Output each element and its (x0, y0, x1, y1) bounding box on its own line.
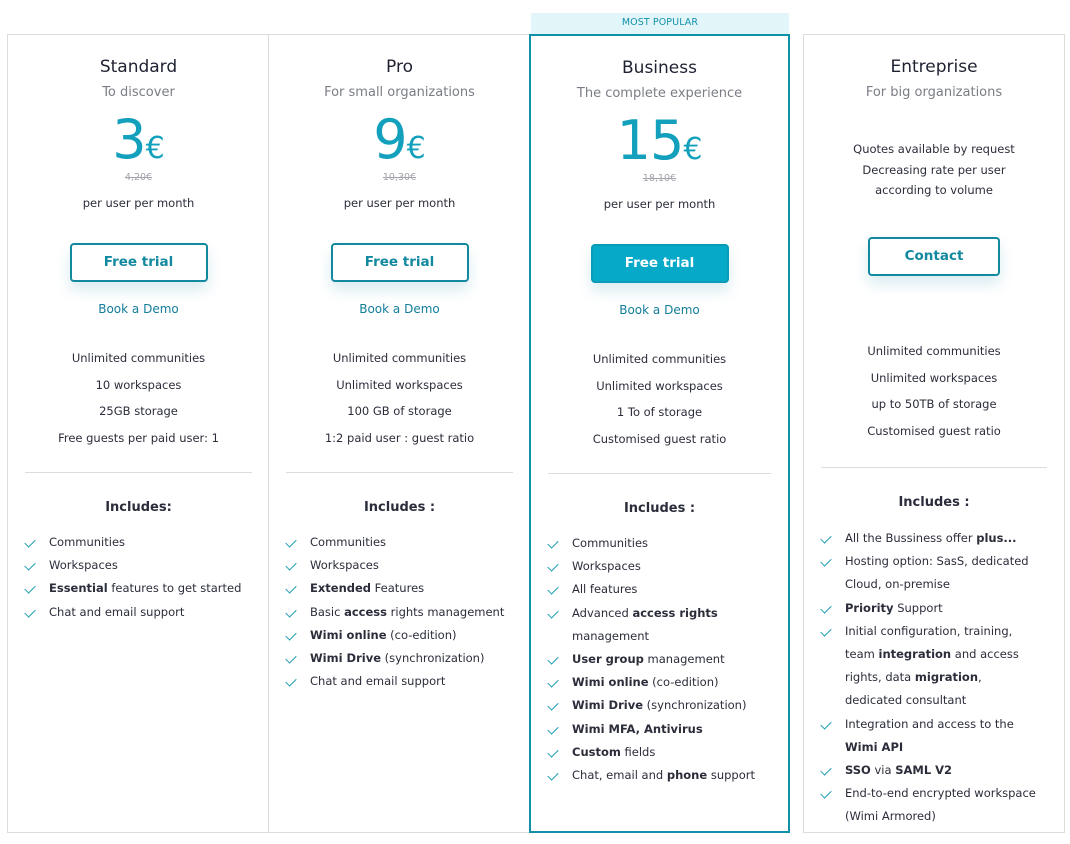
feature-item: Communities (548, 532, 778, 555)
price-currency: € (145, 131, 165, 166)
feature-list (286, 531, 520, 693)
old-price: 4,20€ (124, 172, 153, 183)
includes-title: Includes : (898, 495, 970, 510)
price-period: per user per month (82, 196, 195, 210)
feature-item: Custom fields (548, 741, 778, 764)
feature-item: Hosting option: SasS, dedicated Cloud, on-premise (821, 550, 1038, 596)
includes-title: Includes : (623, 501, 696, 516)
check-icon (820, 625, 831, 636)
check-icon (285, 629, 296, 640)
feature-item: Essential features to get started (25, 577, 259, 600)
check-icon (547, 561, 558, 572)
plan-specs (269, 345, 530, 452)
check-icon (547, 700, 558, 711)
spec-item: Unlimited communities (71, 351, 206, 365)
feature-item: Workspaces (25, 554, 259, 577)
feature-list (821, 527, 1038, 829)
spec-item: Unlimited workspaces (336, 377, 463, 392)
plan-price (531, 109, 788, 172)
divider (286, 472, 513, 473)
plan-card-pro (268, 34, 530, 833)
feature-item: Communities (25, 531, 259, 554)
check-icon (820, 556, 831, 567)
check-icon (285, 583, 296, 594)
most-popular-badge: MOST POPULAR (531, 13, 789, 34)
plan-name: Entreprise (890, 57, 978, 77)
old-price: 18,10€ (642, 173, 677, 184)
feature-item: All features (548, 578, 778, 601)
quote-line: Decreasing rate per user (862, 162, 1006, 177)
includes-title: Includes: (105, 500, 172, 515)
spec-item: Unlimited workspaces (870, 370, 998, 385)
check-icon (820, 602, 831, 613)
free-trial-button[interactable]: Free trial (70, 243, 208, 282)
spec-item: Unlimited communities (867, 344, 1001, 358)
feature-item: Wimi MFA, Antivirus (548, 718, 778, 741)
plan-name: Standard (99, 57, 178, 77)
quote-line: Quotes available by request (853, 142, 1015, 156)
spec-item: Unlimited communities (592, 352, 727, 366)
spec-item: 100 GB of storage (347, 404, 452, 419)
spec-item: Customised guest ratio (592, 432, 727, 447)
quote-info (804, 139, 1064, 201)
feature-list (548, 532, 778, 787)
plan-card-entreprise (803, 34, 1065, 833)
price-amount: 15 (616, 109, 684, 172)
feature-item: Extended Features (286, 577, 520, 600)
feature-item: Wimi Drive (synchronization) (286, 647, 520, 670)
feature-item: Wimi online (co-edition) (286, 624, 520, 647)
check-icon (24, 583, 35, 594)
check-icon (820, 532, 831, 543)
old-price: 10,30€ (382, 172, 417, 183)
includes-title: Includes : (363, 500, 436, 515)
check-icon (285, 536, 296, 547)
feature-item: Workspaces (286, 554, 520, 577)
book-demo-link[interactable]: Book a Demo (98, 302, 179, 316)
spec-item: Unlimited workspaces (596, 378, 723, 393)
plan-tagline: To discover (102, 85, 175, 100)
spec-item: 25GB storage (99, 404, 178, 419)
check-icon (820, 788, 831, 799)
feature-item: Basic access rights management (286, 601, 520, 624)
spec-item: 10 workspaces (95, 377, 182, 392)
spec-item: Free guests per paid user: 1 (58, 431, 219, 446)
quote-line: according to volume (875, 183, 993, 197)
book-demo-link[interactable]: Book a Demo (619, 303, 700, 317)
divider (821, 467, 1047, 468)
check-icon (547, 723, 558, 734)
feature-item: Initial configuration, training, team integration and access rights, data migration, dedicated consultant (821, 620, 1038, 713)
spec-item: up to 50TB of storage (871, 397, 997, 412)
feature-item: Priority Support (821, 597, 1038, 620)
check-icon (285, 560, 296, 571)
plan-price (8, 108, 269, 171)
free-trial-button[interactable]: Free trial (331, 243, 469, 282)
check-icon (547, 677, 558, 688)
feature-item: Chat and email support (25, 601, 259, 624)
check-icon (547, 537, 558, 548)
check-icon (547, 769, 558, 780)
check-icon (24, 536, 35, 547)
feature-item: Wimi Drive (synchronization) (548, 694, 778, 717)
feature-list (25, 531, 259, 624)
feature-item: End-to-end encrypted workspace (Wimi Armored) (821, 782, 1038, 828)
price-period: per user per month (603, 197, 716, 211)
spec-item: Customised guest ratio (867, 424, 1001, 439)
plan-card-business (529, 34, 790, 833)
plan-tagline: The complete experience (576, 86, 743, 101)
price-currency: € (683, 132, 703, 167)
price-amount: 3 (112, 108, 146, 171)
feature-item: Integration and access to the Wimi API (821, 713, 1038, 759)
check-icon (820, 764, 831, 775)
feature-item: User group management (548, 648, 778, 671)
plan-specs (531, 346, 788, 453)
divider (548, 473, 771, 474)
price-currency: € (406, 131, 426, 166)
plan-name: Pro (386, 57, 413, 77)
spec-item: 1:2 paid user : guest ratio (324, 431, 475, 446)
divider (25, 472, 252, 473)
feature-item: Workspaces (548, 555, 778, 578)
plan-price (269, 108, 530, 171)
feature-item: Wimi online (co-edition) (548, 671, 778, 694)
check-icon (285, 676, 296, 687)
plan-card-standard (7, 34, 269, 833)
price-amount: 9 (373, 108, 407, 171)
check-icon (285, 606, 296, 617)
check-icon (285, 652, 296, 663)
free-trial-button[interactable]: Free trial (591, 244, 729, 283)
plan-tagline: For big organizations (865, 85, 1003, 100)
spec-item: 1 To of storage (616, 405, 703, 420)
feature-item: Chat, email and phone support (548, 764, 778, 787)
feature-item: Advanced access rights management (548, 602, 778, 648)
check-icon (820, 718, 831, 729)
price-period: per user per month (343, 196, 456, 210)
book-demo-link[interactable]: Book a Demo (359, 302, 440, 316)
feature-item: Communities (286, 531, 520, 554)
check-icon (547, 607, 558, 618)
spec-item: Unlimited communities (332, 351, 467, 365)
check-icon (547, 653, 558, 664)
feature-item: All the Bussiness offer plus... (821, 527, 1038, 550)
check-icon (547, 584, 558, 595)
check-icon (24, 606, 35, 617)
feature-item: Chat and email support (286, 670, 520, 693)
plan-specs (804, 338, 1064, 445)
feature-item: SSO via SAML V2 (821, 759, 1038, 782)
check-icon (547, 746, 558, 757)
check-icon (24, 560, 35, 571)
plan-tagline: For small organizations (324, 85, 475, 100)
plan-specs (8, 345, 269, 452)
contact-button[interactable]: Contact (868, 237, 1000, 276)
plan-name: Business (622, 58, 697, 78)
